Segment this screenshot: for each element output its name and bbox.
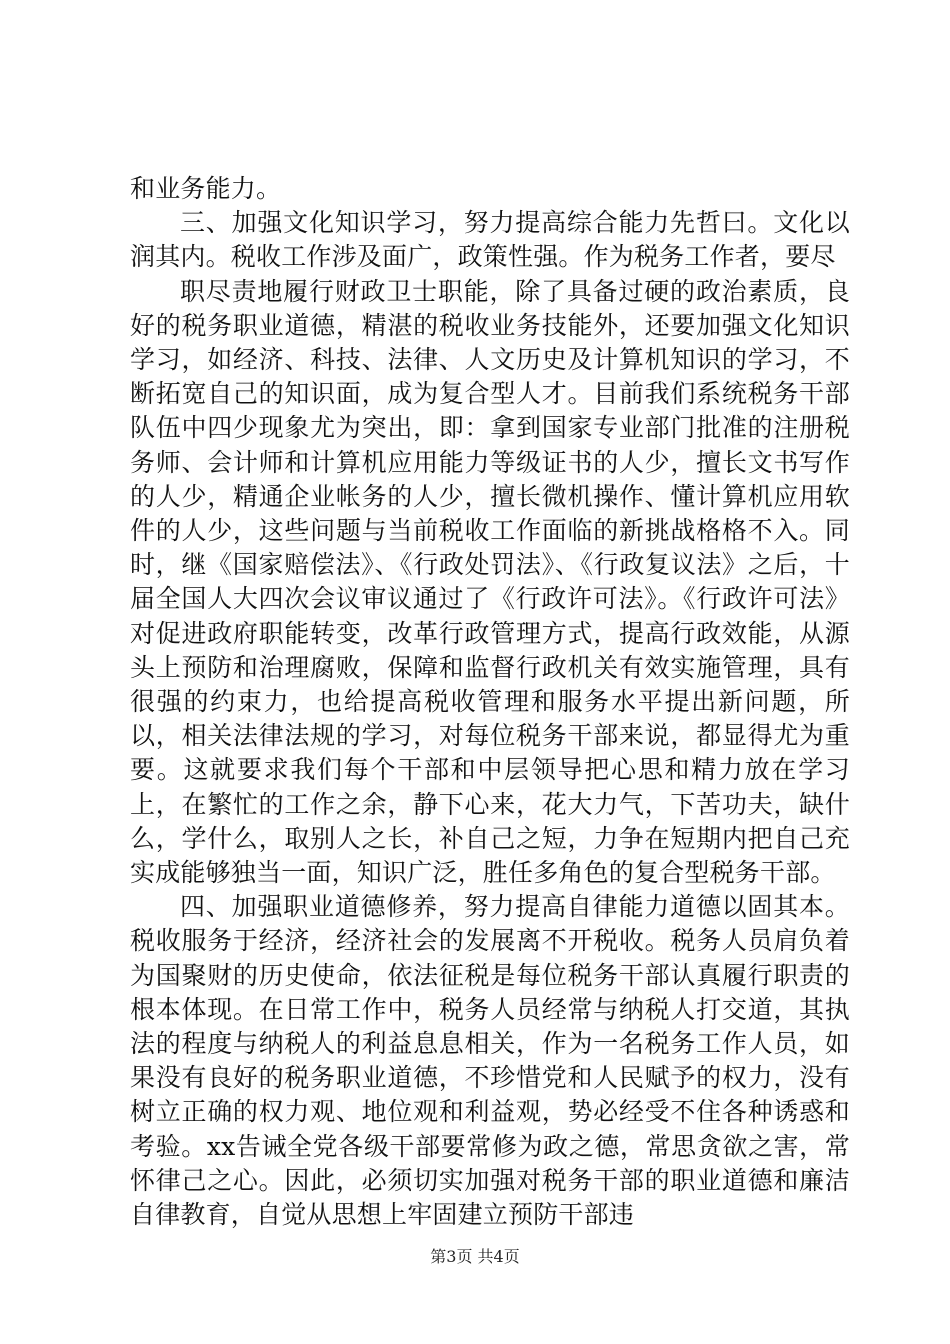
paragraph-4: 四、加强职业道德修养，努力提高自律能力道德以固其本。税收服务于经济，经济社会的发展离不开税收。税务人员肩负着为国聚财的历史使命，依法征税是每位税务干部认真履行职责的根本体现。在日常工作中，税务人员经常与纳税人打交道，其执法的程度与纳税人的利益息息相关，作为一名税务工作人员，如果没有良好的税务职业道德，不珍惜党和人民赋予的权力，没有树立正确的权力观、地位观和利益观，势必经受不住各种诱惑和考验。xx告诫全党各级干部要常修为政之德，常思贪欲之害，常怀律己之心。因此，必须切实加强对税务干部的职业道德和廉洁自律教育，自觉从思想上牢固建立预防干部违 (130, 892, 850, 1230)
document-body (130, 172, 850, 1232)
paragraph-1: 和业务能力。 (130, 174, 282, 203)
page-number-footer: 第3页 共4页 (430, 1247, 520, 1266)
paragraph-3: 职尽责地履行财政卫士职能，除了具备过硬的政治素质，良好的税务职业道德，精湛的税收业务技能外，还要加强文化知识学习，如经济、科技、法律、人文历史及计算机知识的学习，不断拓宽自己的知识面，成为复合型人才。目前我们系统税务干部队伍中四少现象尤为突出，即：拿到国家专业部门批准的注册税务师、会计师和计算机应用能力等级证书的人少，擅长文书写作的人少，精通企业帐务的人少，擅长微机操作、懂计算机应用软件的人少，这些问题与当前税收工作面临的新挑战格格不入。同时，继《国家赔偿法》、《行政处罚法》、《行政复议法》之后，十届全国人大四次会议审议通过了《行政许可法》。《行政许可法》对促进政府职能转变，改革行政管理方式，提高行政效能，从源头上预防和治理腐败，保障和监督行政机关有效实施管理，具有很强的约束力，也给提高税收管理和服务水平提出新问题，所以，相关法律法规的学习，对每位税务干部来说，都显得尤为重要。这就要求我们每个干部和中层领导把心思和精力放在学习上，在繁忙的工作之余，静下心来，花大力气，下苦功夫，缺什么，学什么，取别人之长，补自己之短，力争在短期内把自己充实成能够独当一面，知识广泛，胜任多角色的复合型税务干部。 (130, 276, 850, 888)
paragraph-2: 三、加强文化知识学习，努力提高综合能力先哲曰。文化以润其内。税收工作涉及面广，政策性强。作为税务工作者，要尽 (130, 208, 850, 272)
